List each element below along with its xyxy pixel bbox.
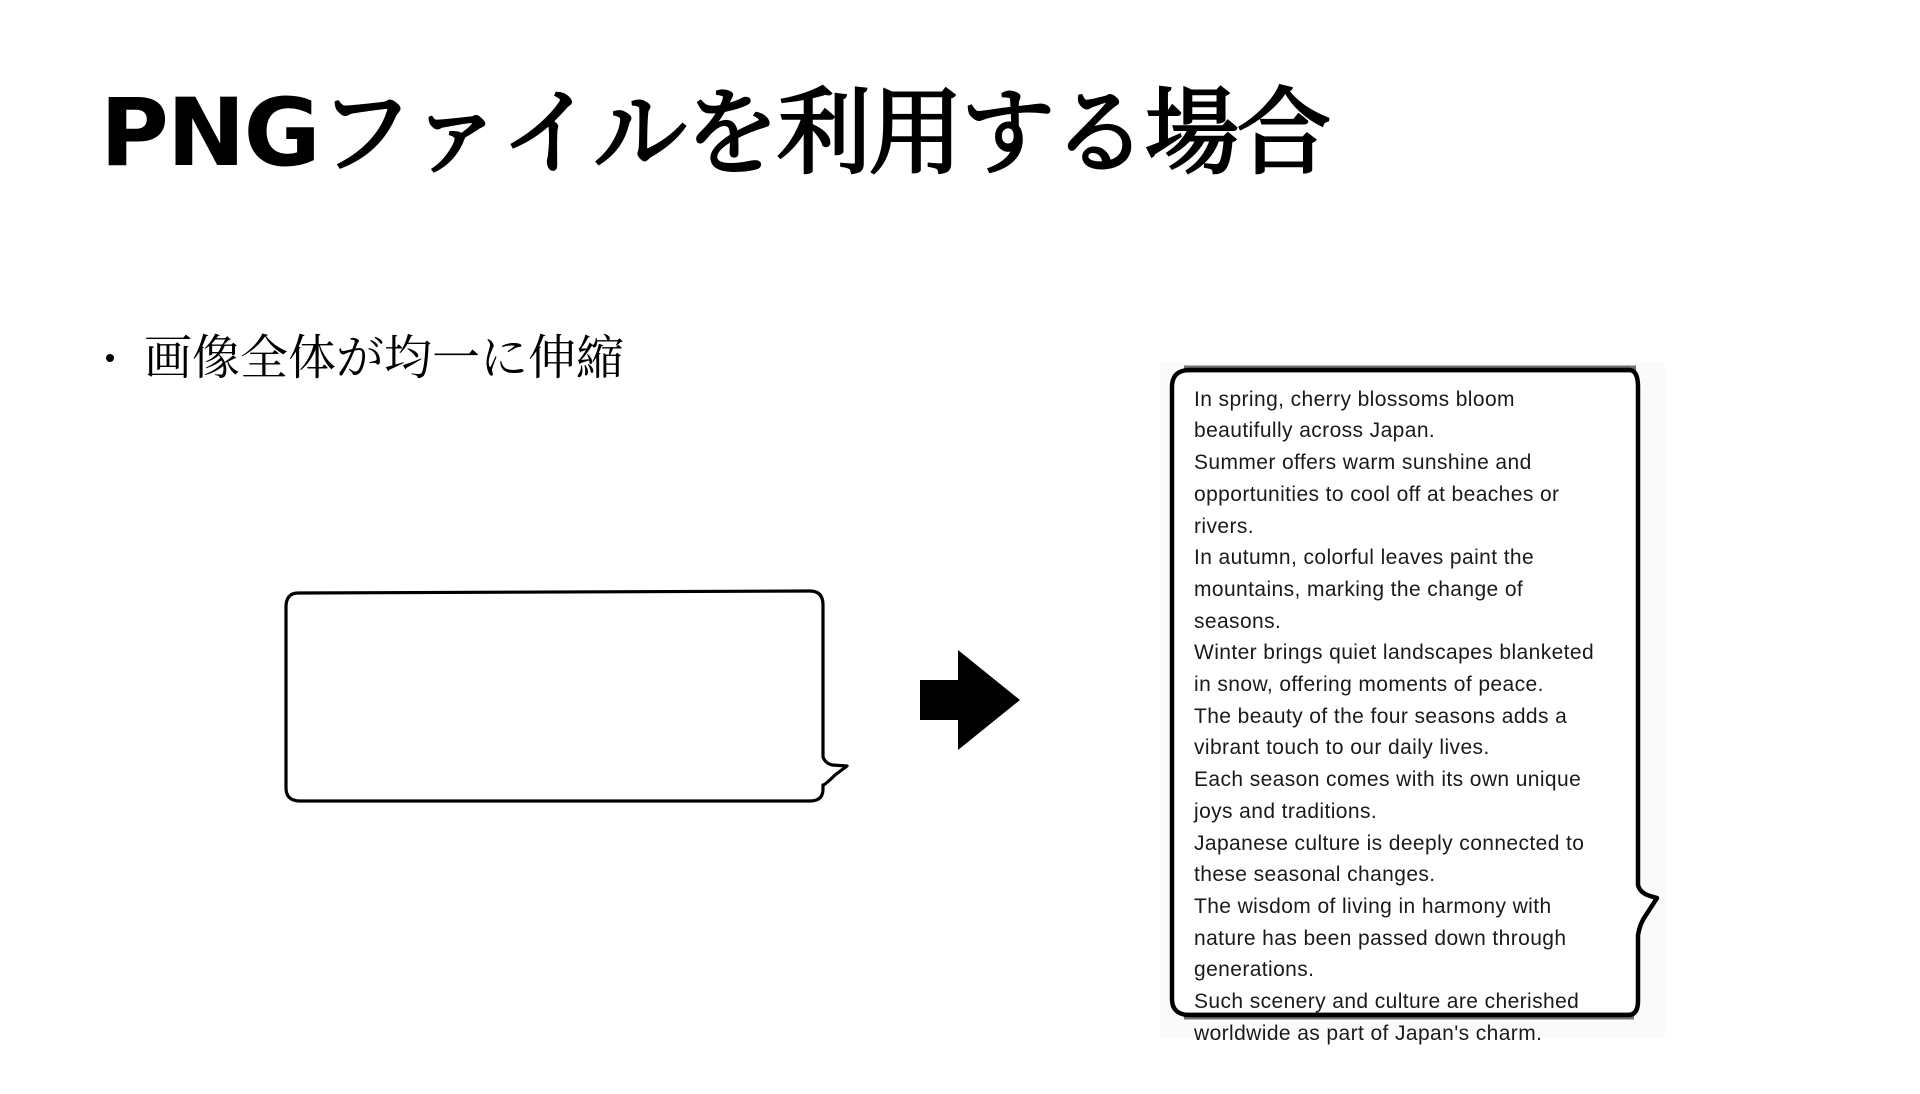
arrow-right-icon [918, 648, 1022, 752]
bullet-text: 画像全体が均一に伸縮 [144, 330, 625, 386]
stretched-text [1194, 365, 1634, 1045]
bullet-dot [106, 354, 114, 362]
stretched-text-lines: In spring, cherry blossoms bloom beautifully across Japan. Summer offers warm sunshine and opportunities to cool off at beaches or rivers. In autumn, colorful leaves paint the mountains, marking the change of seasons. Winter brings quiet landscapes blanketed in snow, offering moments of peace. The beauty of the four seasons adds a vibrant touch to our daily lives. Each season comes with its own unique joys and traditions. Japanese culture is deeply connected to these seasonal changes. The wisdom of living in harmony with nature has been passed down through generations. Such scenery and culture are cherished worldwide as part of Japan's charm. [1194, 387, 1595, 1045]
speech-bubble-original [280, 585, 850, 805]
stretched-speech-bubble [1160, 363, 1665, 1045]
bullet-item [106, 330, 624, 388]
slide-title: PNGファイルを利用する場合 [100, 79, 1329, 188]
